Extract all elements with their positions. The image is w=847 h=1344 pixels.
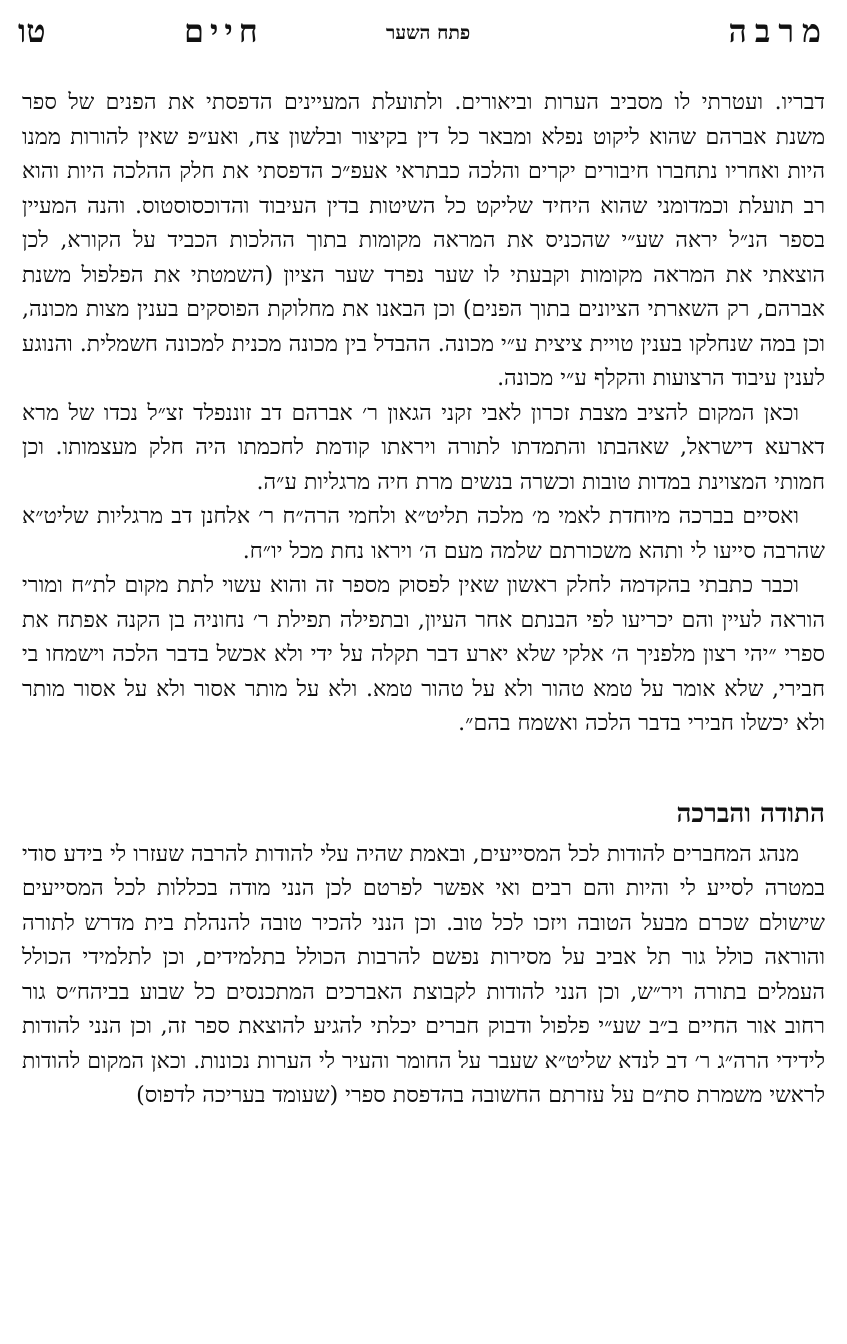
running-header <box>18 12 829 56</box>
paragraph: וכבר כתבתי בהקדמה לחלק ראשון שאין לפסוק מספר זה והוא עשוי לתת מקום לת״ח ומורי הוראה לעיין והם יכריעו לפי הבנתם אחר העיון, ובתפילה תפילת ר׳ נחוניה בן הקנה אפתח את ספרי ״יהי רצון מלפניך ה׳ אלקי שלא יארע דבר תקלה על ידי ולא אכשל בדבר הלכה וישמחו בי חבירי, שלא אומר על טמא טהור ולא על טהור טמא. ולא על מותר אסור ולא על אסור מותר ולא יכשלו חבירי בדבר הלכה ואשמח בהם״. <box>22 573 825 736</box>
book-title: מרבה <box>728 12 829 50</box>
page-number: טו <box>18 12 46 50</box>
section-heading: התודה והברכה <box>676 798 825 829</box>
section-name: פתח השער <box>386 22 471 44</box>
paragraph: וכאן המקום להציב מצבת זכרון לאבי זקני הגאון ר׳ אברהם דב זוננפלד זצ״ל נכדו של מרא דארעא דישראל, שאהבתו והתמדתו לתורה ויראתו קודמת לחכמתו היה חלק מעצמותו. וכן חמותי המצוינת במדות טובות וכשרה בנשים מרת חיה מרגליות ע״ה. <box>22 400 825 495</box>
running-word: חיים <box>184 12 264 50</box>
paragraph: מנהג המחברים להודות לכל המסייעים, ובאמת שהיה עלי להודות להרבה שעזרו לי בידע סודי במטרה לסייע לי והיות והם רבים ואי אפשר לפרטם לכן הנני מודה בכללות לכל המסייעים שישולם שכרם מבעל הטובה ויזכו לכל טוב. וכן הנני להכיר טובה להנהלת בית מדרש לתורה והוראה כולל גור תל אביב על מסירות נפשם להרבות הכולל בתלמידים, וכן לתלמידי הכולל העמלים בתורה ויר״ש, וכן הנני להודות לקבוצת האברכים המתכנסים כל שבוע בביהח״ס גור רחוב אור החיים ב״ב שע״י פלפול ודבוק חברים יכלתי להגיע להוצאת ספר זה, וכן הנני להודות לידידי הרה״ג ר׳ דב לנדא שליט״א שעבר על החומר והעיר לי הערות נכונות. וכאן המקום להודות לראשי משמרת סת״ם על עזרתם החשובה בהדפסת ספרי (שעומד בעריכה לדפוס) <box>22 841 825 1108</box>
body-text <box>22 86 825 1114</box>
paragraph: ואסיים בברכה מיוחדת לאמי מ׳ מלכה תליט״א ולחמי הרה״ח ר׳ אלחנן דב מרגליות שליט״א שהרבה סייעו לי ותהא משכורתם שלמה מעם ה׳ ויראו נחת מכל יו״ח. <box>22 504 825 564</box>
paragraph: דבריו. ועטרתי לו מסביב הערות וביאורים. ולתועלת המעיינים הדפסתי את הפנים של ספר משנת אברהם שהוא ליקוט נפלא ומבאר כל דין בקיצור ובלשון צח, ואע״פ שאין להורות ממנו היות ואחריו נתחברו חיבורים יקרים והלכה כבתראי אעפ״כ הדפסתי את חלק ההלכה היות והוא רב תועלת וכמדומני שהוא היחיד שליקט כל השיטות בדין העיבוד והדוכסוסטוס. והנה המעיין בספר הנ״ל יראה שע״י שהכניס את המראה מקומות בתוך ההלכות הכביד על הקורא, לכן הוצאתי את המראה מקומות וקבעתי לו שער נפרד שער הציון (השמטתי את הפלפול משנת אברהם, רק השארתי הציונים בתוך הפנים) וכן הבאנו את מחלוקת הפוסקים בענין מצות מכונה, וכן במה שנחלקו בענין טויית ציצית ע״י מכונה. ההבדל בין מכונה מכנית למכונה חשמלית. והנוגע לענין עיבוד הרצועות והקלף ע״י מכונה. <box>22 90 825 391</box>
